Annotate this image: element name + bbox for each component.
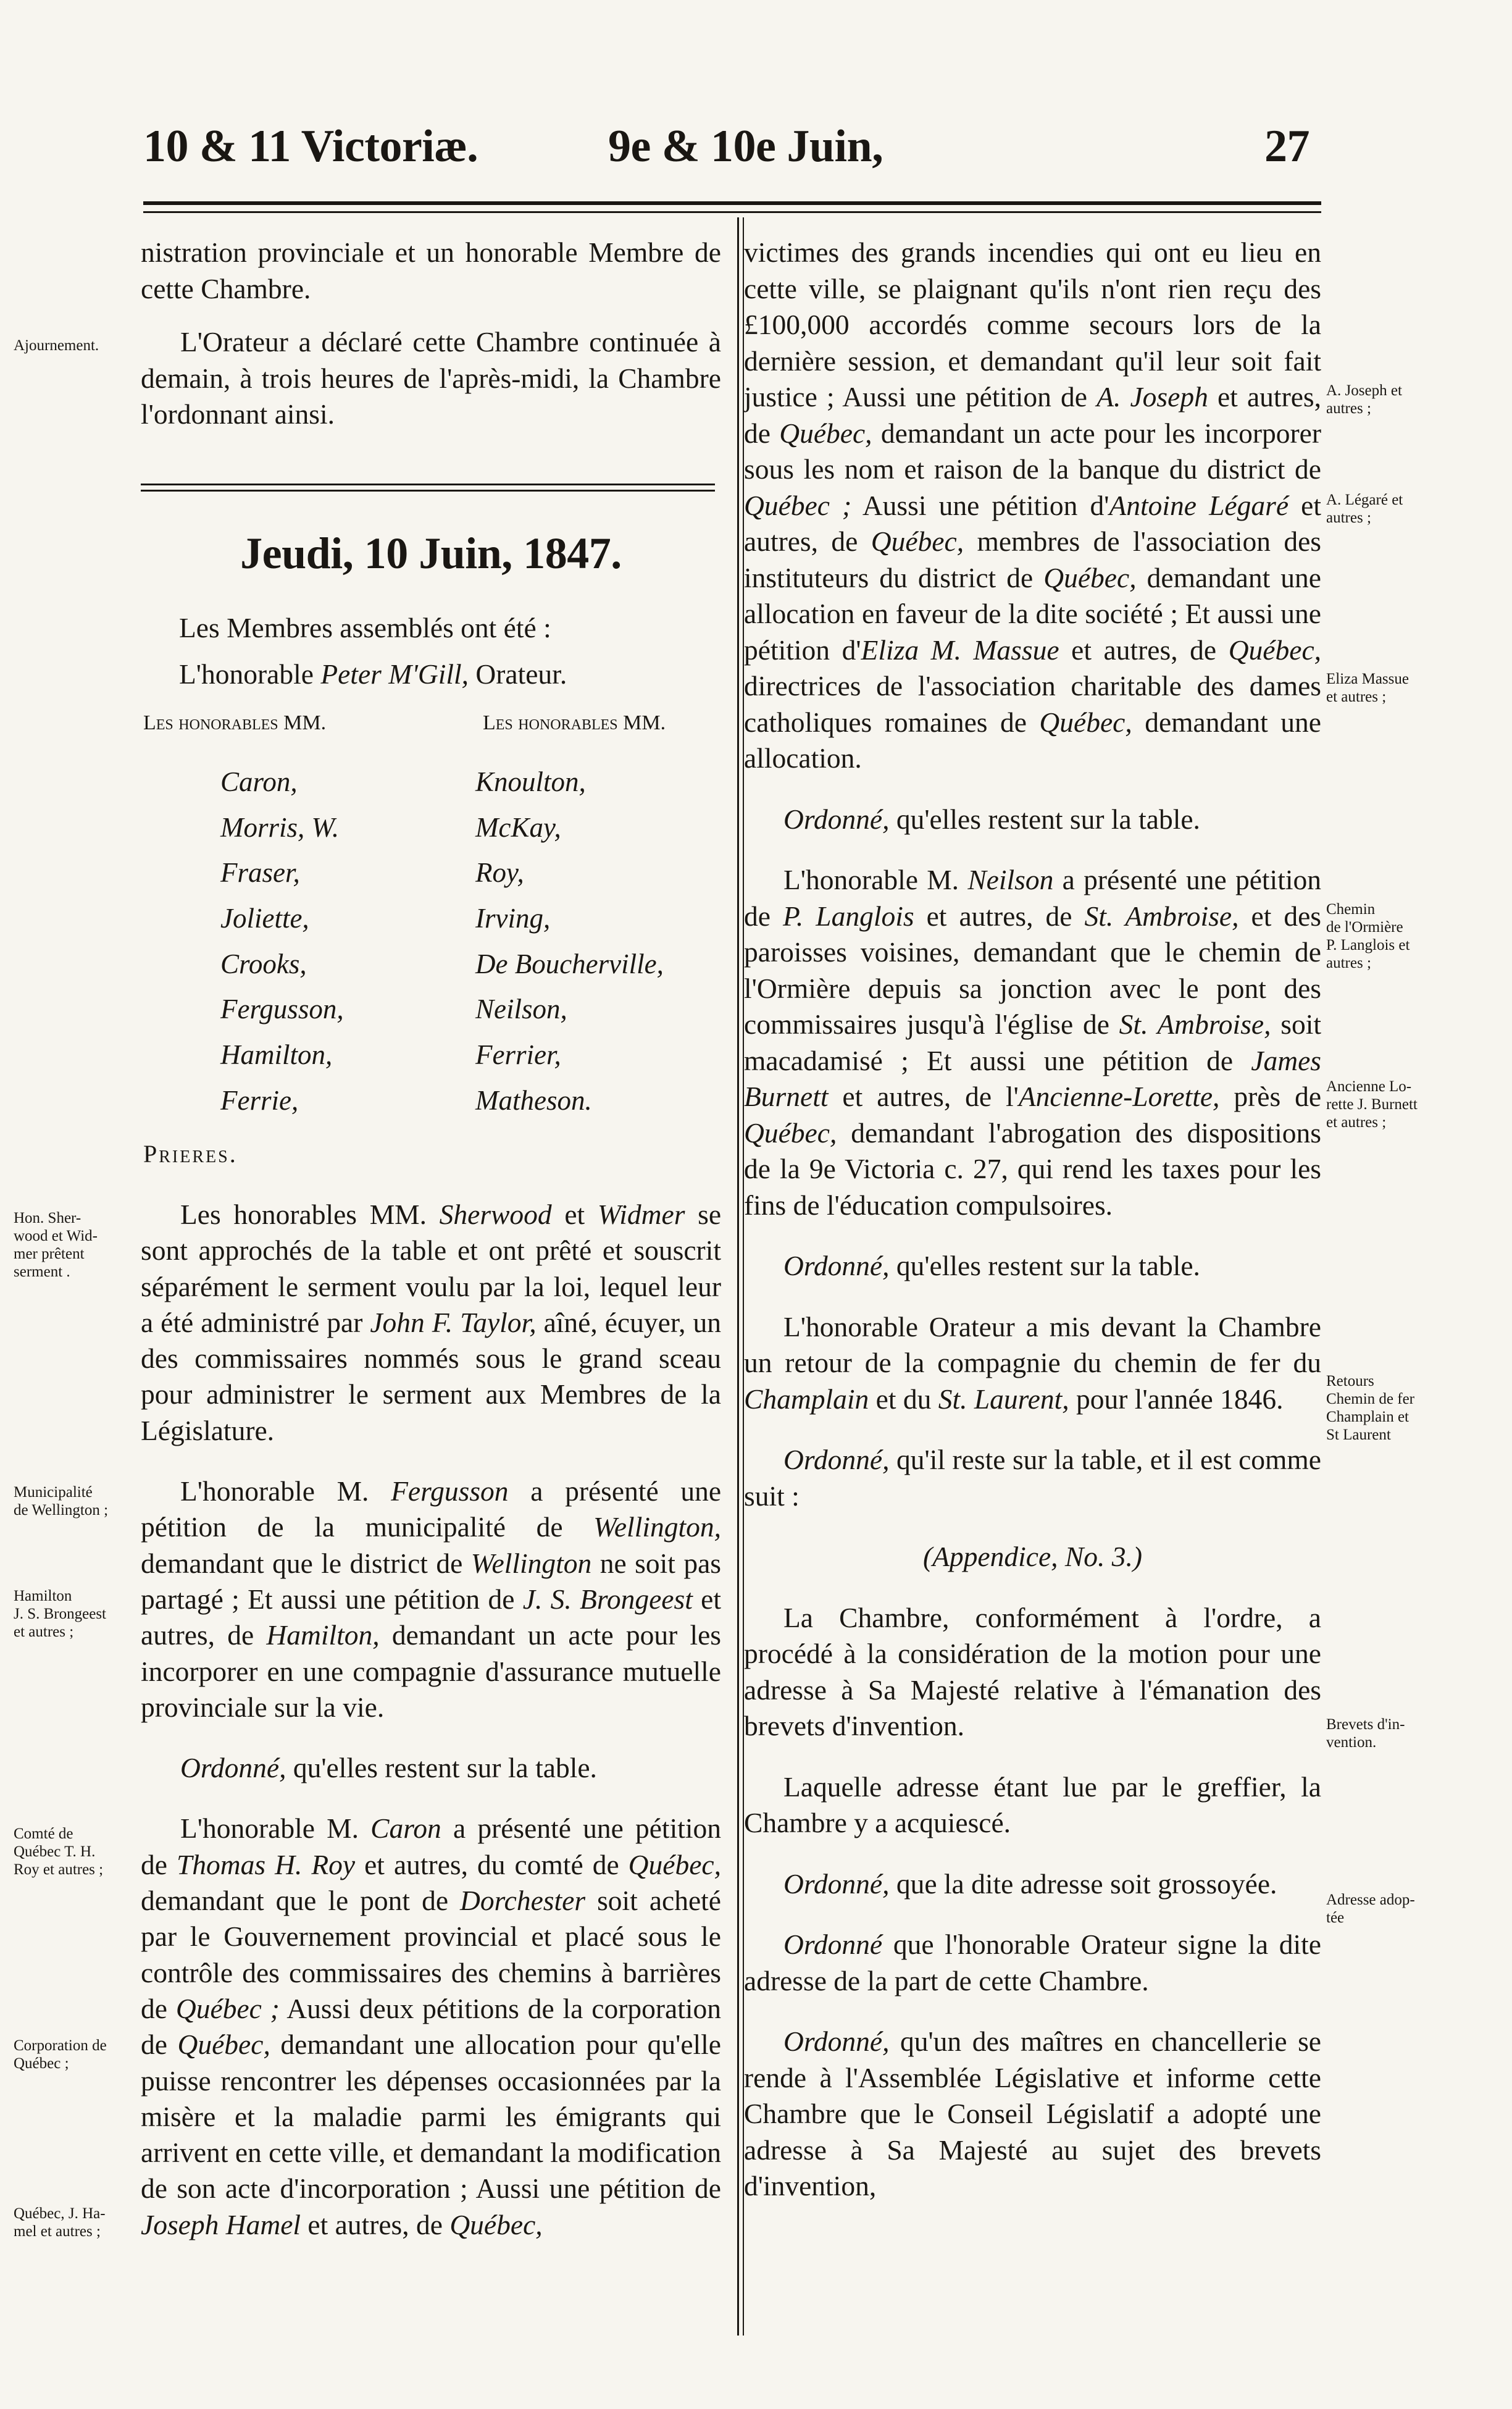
member-name: Neilson,	[475, 994, 567, 1025]
paragraph-caron-petition: L'honorable M. Caron a présenté une pétition de Thomas H. Roy et autres, du comté de Québec, demandant que le pont de Dorchester soit acheté par le Gouvernement provincial et placé sous le contrôle des commissaires des chemins à barrières de Québec ; Aussi deux pétitions de la corporation de Québec, demandant une allocation pour qu'elle puisse rencontrer les dépenses occasionnées par la misère et la maladie parmi les émigrants qui arrivent en cette ville, et demandant la modification de son acte d'incorporation ; Aussi une pétition de Joseph Hamel et autres, de Québec,	[141, 1812, 722, 2240]
margin-note-joseph: A. Joseph et autres ;	[1326, 382, 1402, 417]
sitting-date-heading: Jeudi, 10 Juin, 1847.	[240, 529, 622, 578]
left-column-lower	[141, 1197, 721, 2243]
member-name: Crooks,	[220, 948, 307, 979]
member-name: Roy,	[475, 857, 524, 889]
paragraph-railway-return: L'honorable Orateur a mis devant la Chambre un retour de la compagnie du chemin de fer du Champlain et du St. Laurent, pour l'année 1846.	[744, 1310, 1321, 1415]
running-head-date: 9e & 10e Juin,	[608, 121, 883, 172]
appendix-reference: (Appendice, No. 3.)	[922, 1541, 1143, 1572]
page-number: 27	[1264, 121, 1309, 172]
paragraph-ordered-7: Ordonné, qu'un des maîtres en chancellerie se rende à l'Assemblée Législative et informe cette Chambre que le Conseil Législatif a adopté une adresse à Sa Majesté au sujet des brevets d'invention,	[744, 2026, 1321, 2202]
speaker-line	[179, 658, 567, 690]
paragraph-patents-motion: La Chambre, conformément à l'ordre, a procédé à la considération de la motion pour une adresse à Sa Majesté relative à l'émanation des brevets d'invention.	[744, 1601, 1321, 1741]
section-rule-bottom	[141, 490, 715, 492]
margin-note-adresse: Adresse adop- tée	[1326, 1892, 1415, 1926]
margin-note-ormiere: Chemin de l'Ormière P. Langlois et autres ;	[1326, 901, 1410, 971]
left-column-top	[141, 235, 721, 433]
margin-note-hamilton: Hamilton J. S. Brongeest et autres ;	[14, 1588, 106, 1640]
paragraph-ordered-6: Ordonné que l'honorable Orateur signe la dite adresse de la part de cette Chambre.	[744, 1929, 1321, 1996]
member-name: Irving,	[475, 903, 551, 934]
margin-note-corporation: Corporation de Québec ;	[14, 2037, 107, 2072]
margin-note-lorette: Ancienne Lo- rette J. Burnett et autres ;	[1326, 1078, 1418, 1131]
paragraph-petitions-continued: victimes des grands incendies qui ont eu lieu en cette ville, se plaignant qu'ils n'ont rien reçu des £100,000 accordés comme secours lors de la dernière session, et demandant qu'il leur soit fait justice ; Aussi une pétition de A. Joseph et autres, de Québec, demandant un acte pour les incorporer sous les nom et raison de la banque du district de Québec ; Aussi une pétition d'Antoine Légaré et autres, de Québec, membres de l'association des instituteurs du district de Québec, demandant une allocation en faveur de la dite société ; Et aussi une pétition d'Eliza M. Massue et autres, de Québec, directrices de l'association charitable des dames catholiques romaines de Québec, demandant une allocation.	[744, 237, 1322, 774]
honorables-label-left: Les honorables MM.	[143, 711, 327, 734]
margin-note-massue: Eliza Massue et autres ;	[1326, 671, 1409, 705]
paragraph-address-read: Laquelle adresse étant lue par le greffier, la Chambre y a acquiescé.	[744, 1770, 1321, 1838]
margin-note-retours: Retours Chemin de fer Champlain et St Laurent	[1326, 1373, 1415, 1443]
member-name: McKay,	[475, 811, 561, 843]
paragraph-oath: Les honorables MM. Sherwood et Widmer se sont approchés de la table et ont prêté et souscrit séparément le serment voulu par la loi, lequel leur a été administré par John F. Taylor, aîné, écuyer, un des commissaires nommés sous le grand sceau pour administrer le serment aux Membres de la Législature.	[141, 1199, 722, 1446]
header-rule-thick	[143, 201, 1321, 205]
margin-note-hamel: Québec, J. Ha- mel et autres ;	[14, 2205, 106, 2240]
member-names-right	[475, 760, 664, 1124]
member-name: Caron,	[220, 766, 298, 797]
speaker-name: Peter M'Gill,	[320, 658, 469, 690]
margin-note-roy: Comté de Québec T. H. Roy et autres ;	[14, 1825, 104, 1878]
section-rule-top	[141, 484, 715, 485]
member-names-left	[220, 760, 344, 1124]
member-name: Ferrier,	[475, 1039, 561, 1071]
running-head-left: 10 & 11 Victoriæ.	[143, 121, 478, 172]
member-name: De Boucherville,	[475, 948, 664, 979]
paragraph-ordered-5: Ordonné, que la dite adresse soit grossoyée.	[783, 1867, 1277, 1900]
paragraph-ordered-1: Ordonné, qu'elles restent sur la table.	[180, 1752, 597, 1784]
right-column	[744, 235, 1321, 2205]
member-name: Fraser,	[220, 857, 300, 889]
member-name: Knoulton,	[475, 766, 586, 797]
prayers-heading: Prieres.	[143, 1140, 238, 1168]
column-divider	[737, 217, 739, 2336]
member-name: Morris, W.	[220, 811, 340, 843]
paragraph-ordered-4: Ordonné, qu'il reste sur la table, et il est comme suit :	[744, 1444, 1322, 1512]
speaker-prefix: L'honorable	[179, 658, 314, 690]
paragraph-continuation: nistration provinciale et un honorable Membre de cette Chambre.	[141, 237, 721, 304]
paragraph-neilson-petition: L'honorable M. Neilson a présenté une pétition de P. Langlois et autres, de St. Ambroise, et des paroisses voisines, demandant que le chemin de l'Ormière depuis sa jonction avec le pont des commissaires jusqu'à l'église de St. Ambroise, soit macadamisé ; Et aussi une pétition de James Burnett et autres, de l'Ancienne-Lorette, près de Québec, demandant l'abrogation des dispositions de la 9e Victoria c. 27, qui rend les taxes pour les fins de l'éducation compulsoires.	[744, 864, 1322, 1221]
members-assembled: Les Membres assemblés ont été :	[179, 612, 551, 643]
margin-note-sherwood: Hon. Sher- wood et Wid- mer prêtent serment .	[14, 1210, 98, 1280]
paragraph-fergusson-petition: L'honorable M. Fergusson a présenté une pétition de la municipalité de Wellington, demandant que le district de Wellington ne soit pas partagé ; Et aussi une pétition de J. S. Brongeest et autres, de Hamilton, demandant un acte pour les incorporer en une compagnie d'assurance mutuelle provinciale sur la vie.	[141, 1475, 722, 1723]
speaker-title: Orateur.	[475, 658, 567, 690]
member-name: Fergusson,	[220, 994, 344, 1025]
margin-note-brevets: Brevets d'in- vention.	[1326, 1716, 1405, 1751]
paragraph-ordered-3: Ordonné, qu'elles restent sur la table.	[783, 1250, 1200, 1281]
member-name: Joliette,	[220, 903, 309, 934]
member-name: Hamilton,	[220, 1039, 333, 1071]
header-rule-thin	[143, 211, 1321, 213]
paragraph-adjournment: L'Orateur a déclaré cette Chambre continuée à demain, à trois heures de l'après-midi, la Chambre l'ordonnant ainsi.	[141, 326, 721, 430]
paragraph-ordered-2: Ordonné, qu'elles restent sur la table.	[783, 803, 1200, 835]
honorables-label-right: Les honorables MM.	[483, 711, 666, 734]
member-name: Matheson.	[475, 1084, 592, 1116]
margin-note-wellington: Municipalité de Wellington ;	[14, 1484, 109, 1519]
margin-note-adjournment: Ajournement.	[14, 337, 99, 354]
margin-note-legare: A. Légaré et autres ;	[1326, 492, 1403, 526]
member-name: Ferrie,	[220, 1084, 299, 1116]
